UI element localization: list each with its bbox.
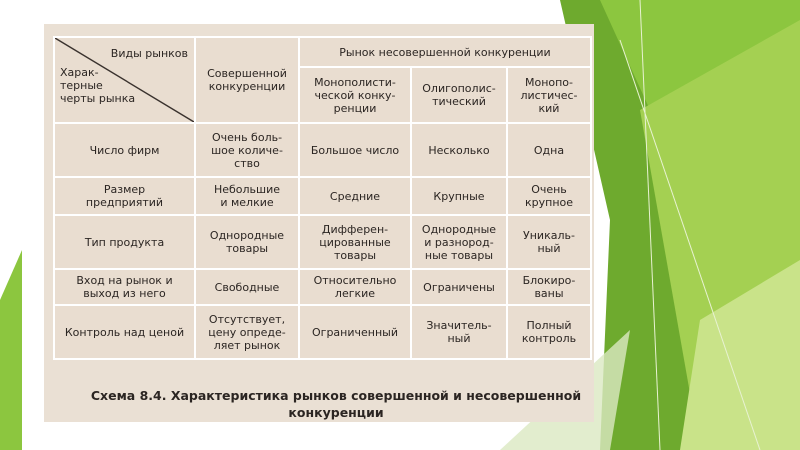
table-row [54, 123, 591, 177]
table-row [54, 269, 591, 305]
figure-caption: Схема 8.4. Характеристика рынков совершенной и несовершенной конкуренции [90, 388, 582, 420]
table-cell: Очень боль- шое количе- ство [195, 123, 299, 177]
subheader-oligopolistic: Олигополис- тический [411, 67, 507, 123]
table-cell: Блокиро- ваны [507, 269, 591, 305]
row-label: Число фирм [54, 123, 195, 177]
table-cell: Однородные и разнород- ные товары [411, 215, 507, 269]
scanned-figure [44, 24, 594, 422]
table-cell: Дифферен- цированные товары [299, 215, 411, 269]
table-cell: Средние [299, 177, 411, 215]
table-row [54, 305, 591, 359]
table-cell: Большое число [299, 123, 411, 177]
table-cell: Крупные [411, 177, 507, 215]
market-types-table [53, 36, 592, 360]
table-cell: Очень крупное [507, 177, 591, 215]
table-corner-header [54, 37, 195, 123]
perfect-competition-header: Совершенной конкуренции [195, 37, 299, 123]
row-label: Контроль над ценой [54, 305, 195, 359]
table-cell: Отсутствует, цену опреде- ляет рынок [195, 305, 299, 359]
table-cell: Свободные [195, 269, 299, 305]
table-row [54, 215, 591, 269]
row-label: Вход на рынок и выход из него [54, 269, 195, 305]
table-cell: Небольшие и мелкие [195, 177, 299, 215]
table-cell: Ограниченный [299, 305, 411, 359]
subheader-monopolistic: Монопо- листичес- кий [507, 67, 591, 123]
table-row [54, 177, 591, 215]
subheader-monopolistic-competition: Монополисти- ческой конку- ренции [299, 67, 411, 123]
table-cell: Относительно легкие [299, 269, 411, 305]
table-cell: Одна [507, 123, 591, 177]
row-label: Тип продукта [54, 215, 195, 269]
table-cell: Однородные товары [195, 215, 299, 269]
row-label: Размер предприятий [54, 177, 195, 215]
table-cell: Ограничены [411, 269, 507, 305]
corner-top-label: Виды рынков [110, 47, 188, 60]
corner-bottom-label: Харак- терные черты рынка [60, 66, 136, 105]
table-cell: Полный контроль [507, 305, 591, 359]
imperfect-competition-header: Рынок несовершенной конкуренции [299, 37, 591, 67]
table-cell: Значитель- ный [411, 305, 507, 359]
table-cell: Несколько [411, 123, 507, 177]
table-cell: Уникаль- ный [507, 215, 591, 269]
